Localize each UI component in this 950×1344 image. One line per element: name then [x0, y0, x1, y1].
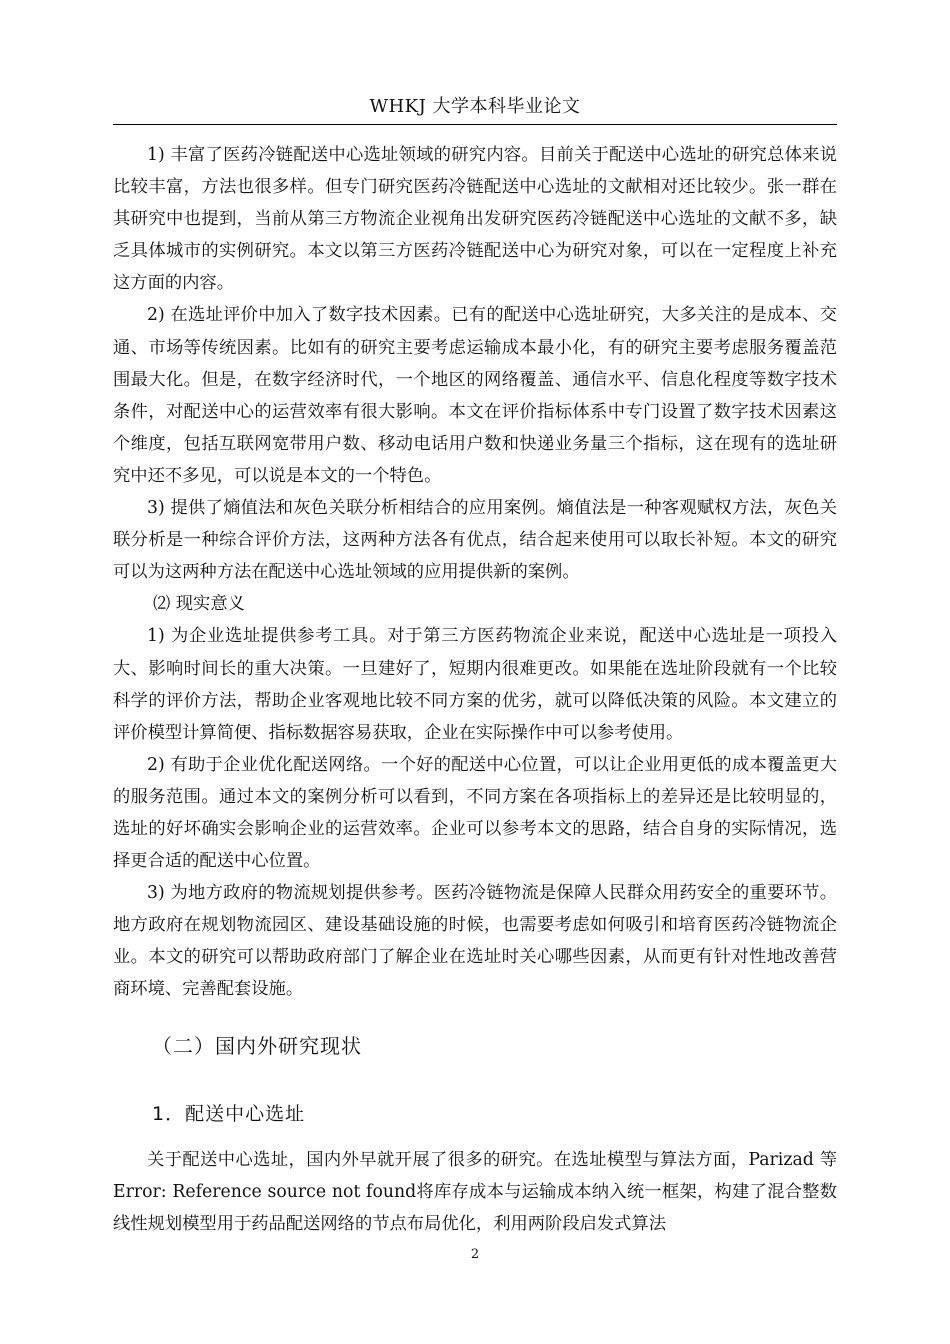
- body-text: [113, 139, 837, 1006]
- paragraph-practical-2: 2) 有助于企业优化配送网络。一个好的配送中心位置，可以让企业用更低的成本覆盖更大的服务范围。通过本文的案例分析可以看到，不同方案在各项指标上的差异还是比较明显的，选址的好坏确实会影响企业的运营效率。企业可以参考本文的思路，结合自身的实际情况，选择更合适的配送中心位置。: [113, 754, 837, 872]
- body-text-continued: [113, 1144, 837, 1240]
- paragraph-practical-1: 1) 为企业选址提供参考工具。对于第三方医药物流企业来说，配送中心选址是一项投入大、影响时间长的重大决策。一旦建好了，短期内很难更改。如果能在选址阶段就有一个比较科学的评价方法，帮助企业客观地比较不同方案的优劣，就可以降低决策的风险。本文建立的评价模型计算简便、指标数据容易获取，企业在实际操作中可以参考使用。: [113, 626, 837, 743]
- paragraph-theory-1: 1) 丰富了医药冷链配送中心选址领域的研究内容。目前关于配送中心选址的研究总体来说比较丰富，方法也很多样。但专门研究医药冷链配送中心选址的文献相对还比较少。张一群在其研究中也提到，当前从第三方物流企业视角出发研究医药冷链配送中心选址的文献不多，缺乏具体城市的实例研究。本文以第三方医药冷链配送中心为研究对象，可以在一定程度上补充这方面的内容。: [113, 145, 837, 294]
- subsection-heading: 1．配送中心选址: [152, 1103, 306, 1125]
- page-number: 2: [470, 1247, 480, 1262]
- paragraph-practical-heading: ⑵ 现实意义: [153, 594, 245, 615]
- paragraph-theory-3: 3) 提供了熵值法和灰色关联分析相结合的应用案例。熵值法是一种客观赋权方法，灰色关联分析是一种综合评价方法，这两种方法各有优点，结合起来使用可以取长补短。本文的研究可以为这两种方法在配送中心选址领域的应用提供新的案例。: [113, 498, 837, 583]
- paragraph-theory-2: 2) 在选址评价中加入了数字技术因素。已有的配送中心选址研究，大多关注的是成本、交通、市场等传统因素。比如有的研究主要考虑运输成本最小化，有的研究主要考虑服务覆盖范围最大化。但是，在数字经济时代，一个地区的网络覆盖、通信水平、信息化程度等数字技术条件，对配送中心的运营效率有很大影响。本文在评价指标体系中专门设置了数字技术因素这个维度，包括互联网宽带用户数、移动电话用户数和快递业务量三个指标，这在现有的选址研究中还不多见，可以说是本文的一个特色。: [113, 305, 837, 486]
- header-rule: [113, 124, 837, 125]
- section-heading: （二）国内外研究现状: [152, 1034, 362, 1058]
- page-header-title: WHKJ 大学本科毕业论文: [369, 96, 581, 117]
- paragraph-literature: 关于配送中心选址，国内外早就开展了很多的研究。在选址模型与算法方面，Parizad 等Error: Reference source not found将库存成本与运输成本纳入统一框架，构建了混合整数线性规划模型用于药品配送网络的节点布局优化，利用两阶段启发式算法: [113, 1150, 837, 1235]
- paragraph-practical-3: 3) 为地方政府的物流规划提供参考。医药冷链物流是保障人民群众用药安全的重要环节。地方政府在规划物流园区、建设基础设施的时候，也需要考虑如何吸引和培育医药冷链物流企业。本文的研究可以帮助政府部门了解企业在选址时关心哪些因素，从而更有针对性地改善营商环境、完善配套设施。: [113, 883, 837, 1000]
